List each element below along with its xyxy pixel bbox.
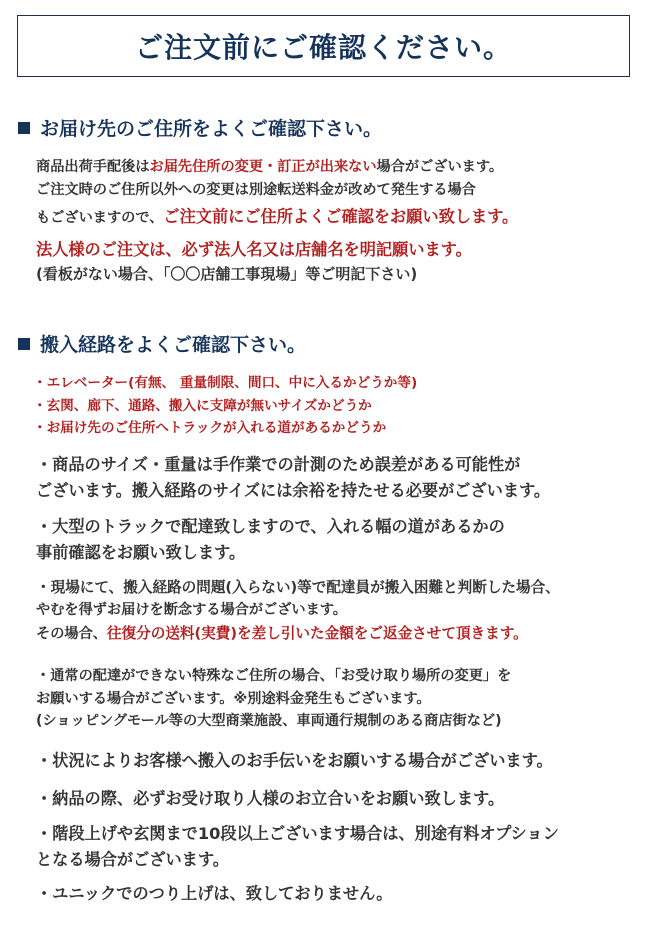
unic-note: ・ユニックでのつり上げは、致しておりません。	[36, 884, 393, 903]
address-line-2: ご注文時のご住所以外への変更は別途転送料金が改めて発生する場合	[36, 182, 476, 198]
section-heading-route-text: 搬入経路をよくご確認下さい。	[40, 334, 307, 356]
address-line-1	[36, 156, 503, 176]
onsite-note-line-3	[36, 622, 528, 643]
address-line-3	[36, 203, 518, 227]
refund-notice-highlight: 往復分の送料(実費)を差し引いた金額をご返金させて頂きます。	[106, 625, 528, 642]
address-line-3a: もございますので、	[36, 210, 164, 226]
section-heading-route	[18, 330, 306, 357]
check-item-entrance: ・玄関、廊下、通路、搬入に支障が無いサイズかどうか	[33, 398, 372, 414]
onsite-note-line-1: ・現場にて、搬入経路の問題(入らない)等で配達員が搬入困難と判断した場合、	[36, 579, 560, 596]
address-line-1b-highlight: お届先住所の変更・訂正が出来ない	[149, 159, 377, 175]
onsite-note-line-3a: その場合、	[36, 626, 107, 642]
page-title: ご注文前にご確認ください。	[134, 31, 512, 64]
square-bullet-icon	[18, 338, 30, 350]
special-address-line-1: ・通常の配達ができない特殊なご住所の場合、「お受け取り場所の変更」を	[36, 668, 512, 684]
onsite-note-line-2: やむを得ずお届けを断念する場合がございます。	[36, 602, 347, 618]
stairs-note-line-1: ・階段上げや玄関まで10段以上ございます場合は、別途有料オプション	[36, 824, 559, 843]
assist-note: ・状況によりお客様へ搬入のお手伝いをお願いする場合がございます。	[36, 751, 553, 770]
truck-note-line-2: 事前確認をお願い致します。	[36, 543, 246, 562]
corporate-notice: 法人様のご注文は、必ず法人名又は店舗名を明記願います。	[36, 240, 472, 259]
address-line-1a: 商品出荷手配後は	[36, 159, 150, 175]
title-box	[17, 15, 630, 77]
section-heading-address	[18, 114, 382, 141]
section-heading-address-text: お届け先のご住所をよくご確認下さい。	[40, 118, 383, 140]
address-line-1c: 場合がございます。	[376, 159, 504, 175]
signboard-notice: (看板がない場合、「〇〇店舗工事現場」等ご明記下さい)	[36, 265, 418, 283]
check-item-truck-road: ・お届け先のご住所へトラックが入れる道があるかどうか	[33, 420, 387, 436]
size-note-line-1: ・商品のサイズ・重量は手作業での計測のため誤差がある可能性が	[36, 455, 521, 474]
check-item-elevator: ・エレベーター(有無、 重量制限、間口、中に入るかどうか等)	[33, 375, 418, 391]
special-address-line-2: お願いする場合がございます。※別途料金発生もございます。	[36, 691, 431, 707]
special-address-line-3: (ショッピングモール等の大型商業施設、車両通行規制のある商店街など)	[36, 713, 502, 729]
square-bullet-icon	[18, 122, 30, 134]
stairs-note-line-2: となる場合がございます。	[36, 850, 229, 869]
size-note-line-2: ございます。搬入経路のサイズには余裕を持たせる必要がございます。	[36, 481, 551, 500]
truck-note-line-1: ・大型のトラックで配達致しますので、入れる幅の道があるかの	[36, 517, 505, 536]
presence-note: ・納品の際、必ずお受け取り人様のお立合いをお願い致します。	[36, 789, 505, 808]
address-line-3b-highlight: ご注文前にご住所よくご確認をお願い致します。	[163, 207, 519, 226]
